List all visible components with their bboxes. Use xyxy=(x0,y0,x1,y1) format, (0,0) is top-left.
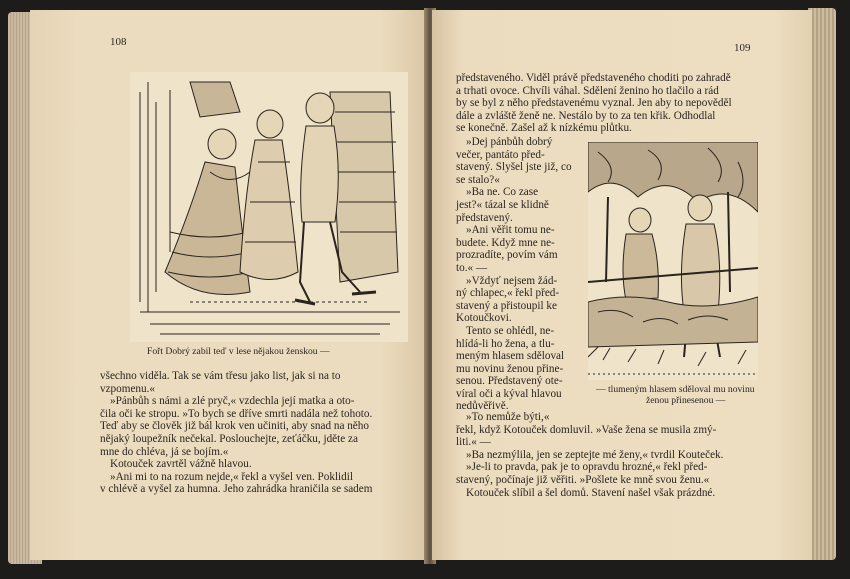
text-line: »Ba ne. Co zase xyxy=(466,186,539,199)
text-line: Teď aby se člověk již bál krok ven učiniti, aby snad na něho xyxy=(100,420,369,433)
text-line: »Ba nezmýlila, jen se zeptejte mé ženy,« tvrdil Kouteček. xyxy=(466,448,724,461)
text-line: Kotouček slíbil a šel domů. Stavení našel však prázdné. xyxy=(466,486,716,499)
text-line: »Pánbůh s námi a zlé pryč,« vzdechla její matka a oto- xyxy=(110,395,355,408)
text-line: jest?« tázal se klidně xyxy=(456,198,549,211)
text-line: stavený a přistoupil ke xyxy=(456,299,557,312)
text-line: vzpomenu.« xyxy=(100,382,155,395)
text-line: dále a zvláště ženě ne. Nestálo by to za ten křik. Odhodlal xyxy=(456,109,716,122)
right-page-column-text xyxy=(456,136,586,413)
right-illustration-caption-line-2: ženou přinesenou — xyxy=(646,395,726,406)
left-illustration-caption: Fořt Dobrý zabil teď v lese nějakou ženskou — xyxy=(147,346,330,357)
text-line: ný chlapec,« řekl před- xyxy=(456,287,560,300)
text-line: »To nemůže býti,« xyxy=(466,411,550,423)
left-page-number: 108 xyxy=(110,36,127,48)
text-line: představený. xyxy=(456,211,513,224)
text-line: se stalo?« xyxy=(456,173,500,186)
text-line: »Ani mi to na rozum nejde,« řekl a vyšel ven. Poklidil xyxy=(110,470,353,483)
right-illustration xyxy=(588,142,758,380)
text-line: Tento se ohlédl, ne- xyxy=(466,324,555,337)
text-line: stavený, počínaje již věřiti. »Pošlete ke mně svou ženu.« xyxy=(456,473,710,486)
text-line: stavený. Slyšel jste již, co xyxy=(456,161,572,174)
text-line: »Dej pánbůh dobrý xyxy=(466,136,553,148)
text-line: nedůvěřivě. xyxy=(456,400,509,413)
text-line: čila oči ke stropu. »To bych se dříve smrti nadála než tohoto. xyxy=(100,407,373,420)
text-line: nějaký loupežník nečekal. Poslouchejte, zeťáčku, jděte za xyxy=(100,432,358,445)
text-line: Kotoučkovi. xyxy=(456,312,512,325)
text-line: meným hlasem sděloval xyxy=(456,350,565,363)
text-line: a trhati ovoce. Chvíli váhal. Sdělení ženino ho tlačilo a rád xyxy=(456,84,719,97)
right-page xyxy=(432,10,812,560)
text-line: »Vždyť nejsem žád- xyxy=(466,274,558,287)
text-line: večer, pantáto před- xyxy=(456,148,545,161)
text-line: mne do chléva, já se bojím.« xyxy=(100,445,229,458)
text-line: hlídá-li ho žena, a tlu- xyxy=(456,337,555,350)
right-page-number: 109 xyxy=(734,42,751,54)
text-line: »Ani věřit tomu ne- xyxy=(466,224,555,237)
left-page-text xyxy=(100,370,420,496)
text-line: prozradíte, povím vám xyxy=(456,249,558,262)
page-edges-right xyxy=(808,8,836,560)
text-line: řekl, když Kotouček domluvil. »Vaše žena se musila zmý- xyxy=(456,423,717,436)
right-illustration-caption-line-1: — tlumeným hlasem sděloval mu novinu xyxy=(596,384,755,395)
left-page xyxy=(30,10,428,560)
right-page-bottom-text xyxy=(456,411,796,499)
text-line: »Je-li to pravda, pak je to opravdu hrozné,« řekl před- xyxy=(466,461,708,474)
text-line: všechno viděla. Tak se vám třesu jako list, jak si na to xyxy=(100,370,341,382)
illustration-three-figures-at-hearth xyxy=(130,72,408,342)
text-line: senou. Představený ote- xyxy=(456,375,563,388)
right-page-top-text xyxy=(456,72,786,135)
illustration-two-men-at-fence xyxy=(588,142,758,380)
text-line: budete. Když mne ne- xyxy=(456,236,555,249)
text-line: víral oči a kýval hlavou xyxy=(456,387,562,400)
left-illustration xyxy=(130,72,408,342)
text-line: představeného. Viděl právě představeného choditi po zahradě xyxy=(456,72,731,84)
text-line: se konečně. Zašel až k nízkému plůtku. xyxy=(456,122,632,135)
text-line: liti.« — xyxy=(456,436,491,449)
text-line: to.« — xyxy=(456,261,488,274)
text-line: Kotouček zavrtěl vážně hlavou. xyxy=(110,458,252,471)
text-line: v chlévě a vyšel za humna. Jeho zahrádka hraničila se sadem xyxy=(100,483,373,496)
text-line: by se byl z něho představenému vyznal. Jen aby to nepověděl xyxy=(456,97,732,110)
text-line: mu novinu ženou přine- xyxy=(456,362,564,375)
